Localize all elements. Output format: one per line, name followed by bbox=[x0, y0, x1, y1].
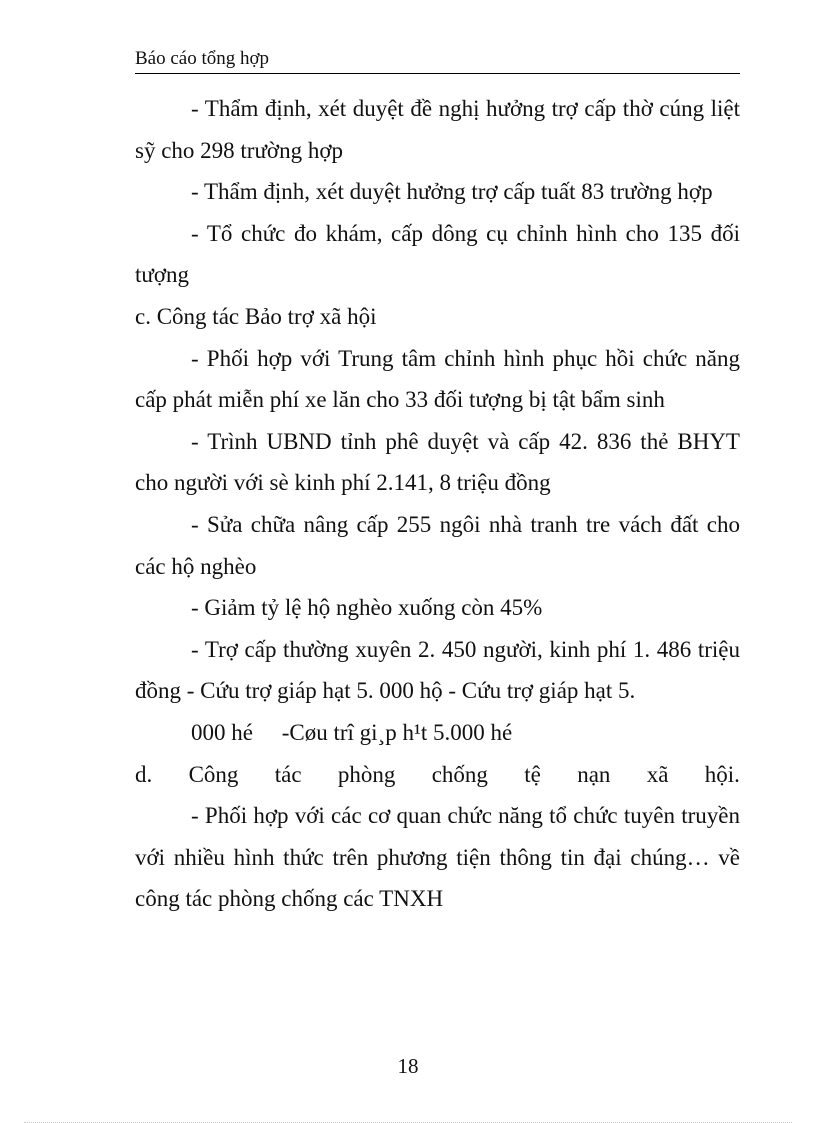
heading-word: tệ bbox=[524, 761, 541, 787]
paragraph bbox=[135, 629, 740, 754]
section-heading-c: c. Công tác Bảo trợ xã hội bbox=[135, 303, 377, 329]
paragraph: - Sửa chữa nâng cấp 255 ngôi nhà tranh tre vách đất cho các hộ nghèo bbox=[135, 511, 740, 579]
heading-word: hội. bbox=[704, 761, 740, 787]
header-title: Báo cáo tổng hợp bbox=[135, 48, 270, 69]
paragraph: - Thẩm định, xét duyệt hưởng trợ cấp tuất 83 trường hợp bbox=[191, 179, 713, 205]
paragraph: - Giảm tỷ lệ hộ nghèo xuống còn 45% bbox=[191, 595, 543, 621]
page-header bbox=[135, 48, 740, 74]
page-number: 18 bbox=[397, 1054, 419, 1078]
paragraph-text: - Trợ cấp thường xuyên 2. 450 người, kinh phí 1. 486 triệu đồng - Cứu trợ giáp hạt 5. 000 hộ - Cứu trợ giáp hạt 5. bbox=[135, 636, 740, 704]
heading-word: d. bbox=[135, 761, 153, 787]
paragraph: - Phối hợp với Trung tâm chỉnh hình phục hồi chức năng cấp phát miễn phí xe lăn cho 33 đối tượng bị tật bẩm sinh bbox=[135, 345, 740, 413]
heading-word: phòng bbox=[337, 761, 396, 787]
heading-word: Công bbox=[188, 761, 239, 787]
heading-word: nạn bbox=[577, 761, 611, 787]
paragraph: - Thẩm định, xét duyệt đề nghị hưởng trợ cấp thờ cúng liệt sỹ cho 298 trường hợp bbox=[135, 96, 740, 163]
heading-word: chống bbox=[431, 761, 488, 787]
garbled-text-line: 000 hé -Cøu trî gi¸p h¹t 5.000 hé bbox=[191, 719, 513, 745]
paragraph: - Phối hợp với các cơ quan chức năng tổ chức tuyên truyền với nhiều hình thức trên phương tiện thông tin đại chúng… về công tác phòng chống các TNXH bbox=[135, 803, 740, 912]
heading-word: tác bbox=[274, 761, 302, 787]
heading-word: xã bbox=[646, 761, 669, 787]
paragraph: - Tổ chức đo khám, cấp dông cụ chỉnh hình cho 135 đối tượng bbox=[135, 220, 740, 288]
paragraph: - Trình UBND tỉnh phê duyệt và cấp 42. 836 thẻ BHYT cho người với sè kinh phí 2.141, 8 triệu đồng bbox=[135, 428, 740, 496]
section-heading-d bbox=[135, 754, 740, 796]
document-body bbox=[135, 88, 740, 920]
